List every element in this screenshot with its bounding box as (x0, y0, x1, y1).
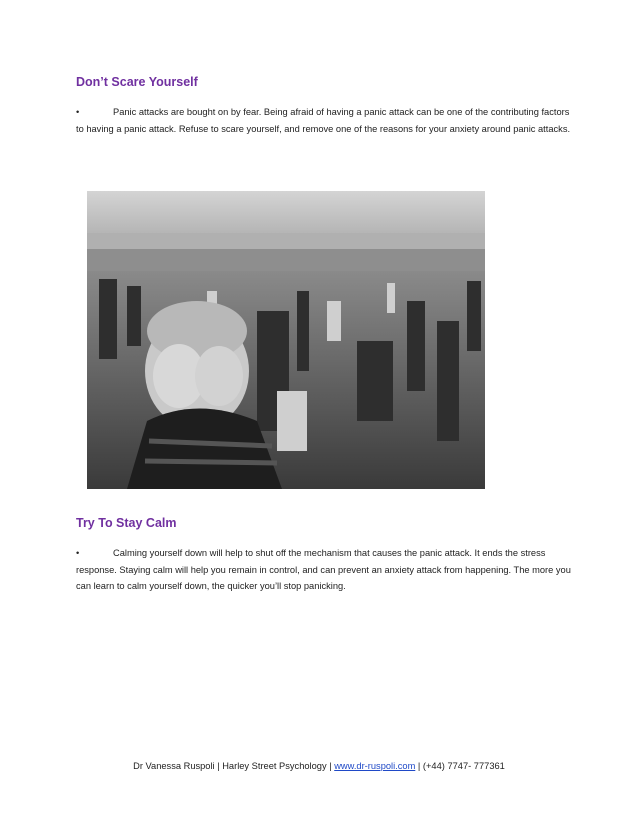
paragraph-rest: the stress response. Staying calm will help you remain in control, and can prevent an anxiety attack from happening. The more you can learn to calm yourself down, the quicker you’ll stop panicking. (76, 548, 571, 591)
footer-name: Dr Vanessa Ruspoli (133, 761, 215, 771)
paragraph-first-line: Panic attacks are bought on by fear. Being afraid of having a panic attack can be one of the (113, 107, 489, 117)
bullet-icon: • (76, 548, 80, 558)
footer-separator: | (415, 761, 423, 771)
paragraph-first-line: Calming yourself down will help to shut off the mechanism that causes the panic attack. It ends (113, 548, 503, 558)
footer-separator: | (326, 761, 335, 771)
paragraph-rest: contributing factors to having a panic attack. Refuse to scare yourself, and remove one of the reasons for your anxiety around panic attacks. (76, 107, 571, 134)
footer-website-link[interactable]: www.dr-ruspoli.com (334, 761, 416, 771)
bullet-icon: • (76, 107, 80, 117)
photo-child-over-city (87, 191, 485, 489)
section-paragraph-stay-calm (76, 545, 576, 595)
section-heading-dont-scare: Don’t Scare Yourself (76, 75, 198, 89)
section-heading-stay-calm: Try To Stay Calm (76, 516, 177, 530)
section-paragraph-dont-scare (76, 104, 576, 137)
footer-separator: | (214, 761, 223, 771)
footer-phone: (+44) 7747- 777361 (422, 761, 505, 771)
page-footer (0, 761, 638, 771)
footer-org: Harley Street Psychology (222, 761, 327, 771)
photo-illustration (87, 191, 485, 489)
